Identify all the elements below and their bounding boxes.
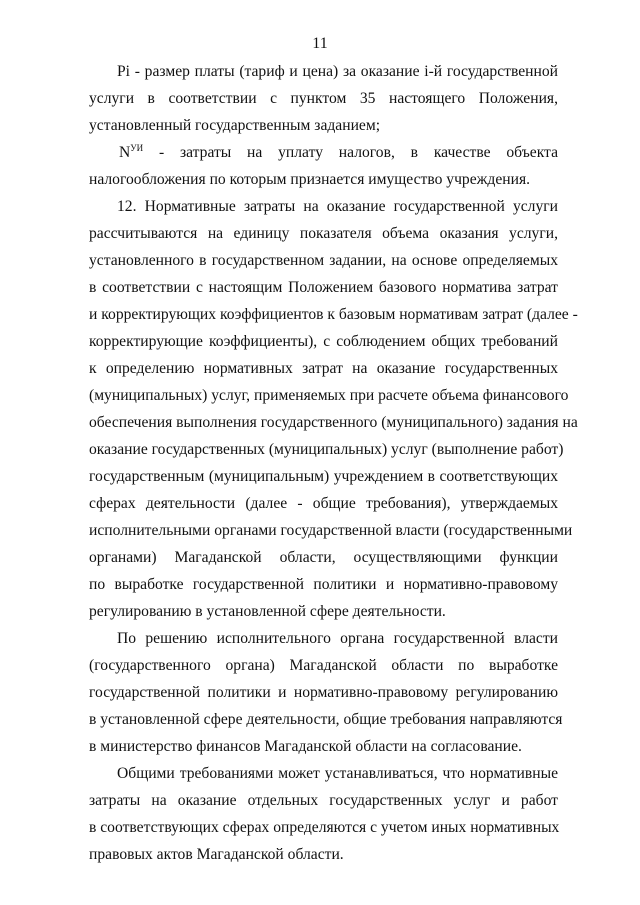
text-line: государственным (муниципальным) учреждением в соответствующих bbox=[89, 468, 558, 485]
text-line: Общими требованиями может устанавливаться, что нормативные bbox=[117, 765, 558, 782]
text-line: оказание государственных (муниципальных) услуг (выполнение работ) bbox=[89, 441, 564, 458]
text-line: (государственного органа) Магаданской области по выработке bbox=[89, 657, 558, 674]
text-line: регулированию в установленной сфере деятельности. bbox=[89, 603, 446, 620]
symbol-superscript: УИ bbox=[130, 143, 144, 153]
text-line: исполнительными органами государственной власти (государственными bbox=[89, 522, 573, 539]
text-line: налогообложения по которым признается имущество учреждения. bbox=[89, 171, 531, 188]
page-number: 11 bbox=[312, 35, 328, 52]
text-line: 12. Нормативные затраты на оказание государственной услуги bbox=[117, 198, 558, 215]
symbol-base: N bbox=[119, 144, 131, 161]
text-line: органами) Магаданской области, осуществляющими функции bbox=[89, 549, 558, 566]
text-line: корректирующие коэффициенты), с соблюдением общих требований bbox=[89, 333, 558, 350]
symbol-definition-text: - затраты на уплату налогов, в качестве объекта bbox=[158, 144, 558, 161]
text-line: рассчитываются на единицу показателя объема оказания услуги, bbox=[89, 225, 558, 242]
text-line: в установленной сфере деятельности, общие требования направляются bbox=[89, 711, 563, 728]
text-line: затраты на оказание отдельных государственных услуг и работ bbox=[89, 792, 558, 809]
text-line: услуги в соответствии с пунктом 35 настоящего Положения, bbox=[89, 90, 558, 107]
text-line: в соответствии с настоящим Положением базового норматива затрат bbox=[89, 279, 558, 296]
symbol-n-uy bbox=[119, 143, 143, 163]
text-line: обеспечения выполнения государственного (муниципального) задания на bbox=[89, 414, 578, 431]
text-line: Pi - размер платы (тариф и цена) за оказание i-й государственной bbox=[117, 63, 558, 80]
text-line: государственной политики и нормативно-правовому регулированию bbox=[89, 684, 558, 701]
text-line: в соответствующих сферах определяются с учетом иных нормативных bbox=[89, 819, 560, 836]
text-line: сферах деятельности (далее - общие требования), утверждаемых bbox=[89, 495, 558, 512]
symbol-definition-line bbox=[119, 143, 558, 163]
text-line: и корректирующих коэффициентов к базовым нормативам затрат (далее - bbox=[89, 306, 578, 323]
text-line: установленного в государственном задании, на основе определяемых bbox=[89, 252, 558, 269]
text-line: По решению исполнительного органа государственной власти bbox=[117, 630, 558, 647]
text-line: правовых актов Магаданской области. bbox=[89, 846, 344, 863]
text-line: установленный государственным заданием; bbox=[89, 117, 381, 134]
text-line: в министерство финансов Магаданской области на согласование. bbox=[89, 738, 522, 755]
text-line: к определению нормативных затрат на оказание государственных bbox=[89, 360, 558, 377]
text-line: (муниципальных) услуг, применяемых при расчете объема финансового bbox=[89, 387, 569, 404]
text-line: по выработке государственной политики и нормативно-правовому bbox=[89, 576, 558, 593]
